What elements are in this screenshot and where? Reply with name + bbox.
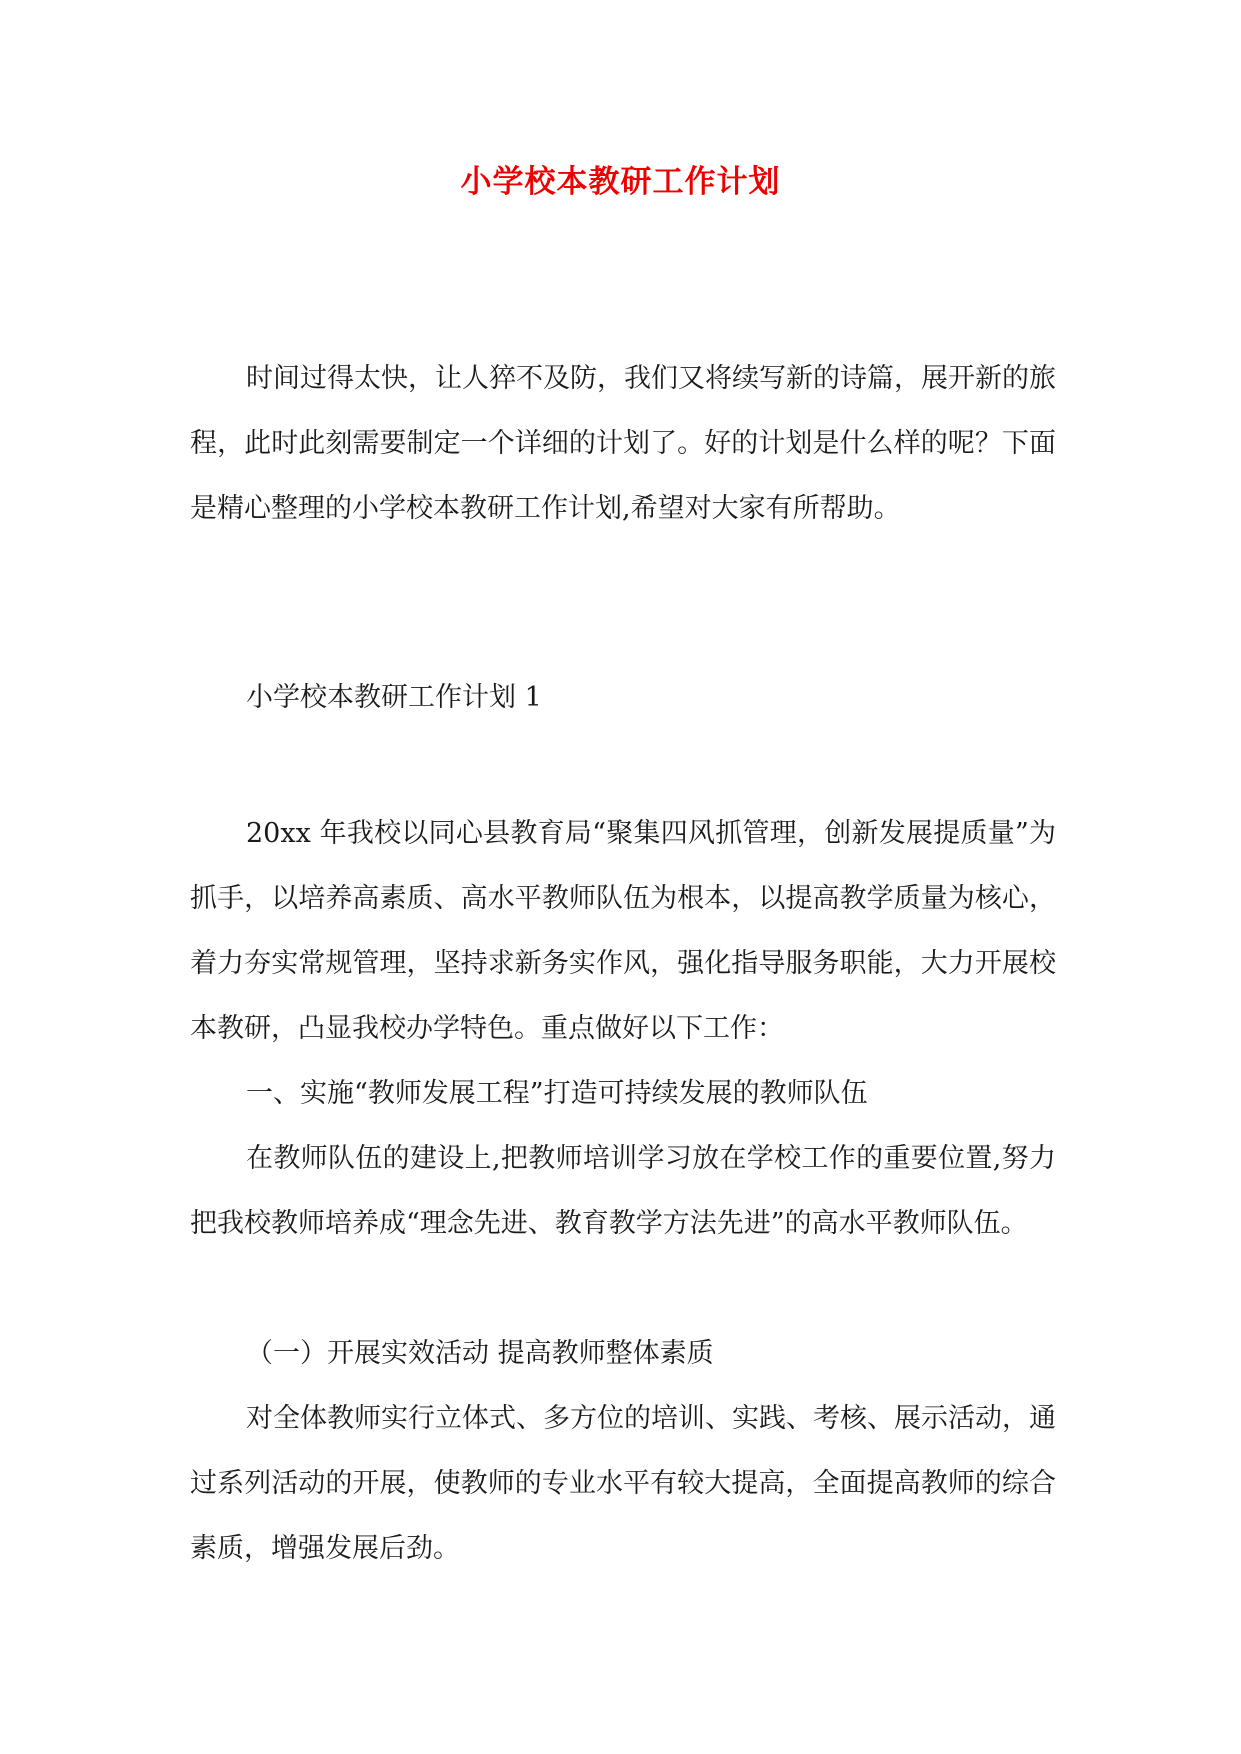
section-heading: 小学校本教研工作计划 1 xyxy=(246,682,542,713)
body-paragraph-2: 在教师队伍的建设上,把教师培训学习放在学校工作的重要位置,努力把我校教师培养成“理念先进、教育教学方法先进”的高水平教师队伍。 xyxy=(190,1143,1056,1239)
intro-paragraph: 时间过得太快，让人猝不及防，我们又将续写新的诗篇，展开新的旅程，此时此刻需要制定一个详细的计划了。好的计划是什么样的呢？下面是精心整理的小学校本教研工作计划,希望对大家有所帮助。 xyxy=(190,363,1056,524)
body-paragraph-3: 对全体教师实行立体式、多方位的培训、实践、考核、展示活动，通过系列活动的开展，使教师的专业水平有较大提高，全面提高教师的综合素质，增强发展后劲。 xyxy=(190,1403,1056,1564)
heading-1: 一、实施“教师发展工程”打造可持续发展的教师队伍 xyxy=(246,1078,868,1109)
heading-2: （一）开展实效活动 提高教师整体素质 xyxy=(246,1338,714,1369)
body-paragraph-1: 20xx 年我校以同心县教育局“聚集四风抓管理，创新发展提质量”为抓手，以培养高素质、高水平教师队伍为根本，以提高教学质量为核心，着力夯实常规管理，坚持求新务实作风，强化指导服务职能，大力开展校本教研，凸显我校办学特色。重点做好以下工作： xyxy=(190,818,1056,1044)
document-title: 小学校本教研工作计划 xyxy=(460,164,781,200)
